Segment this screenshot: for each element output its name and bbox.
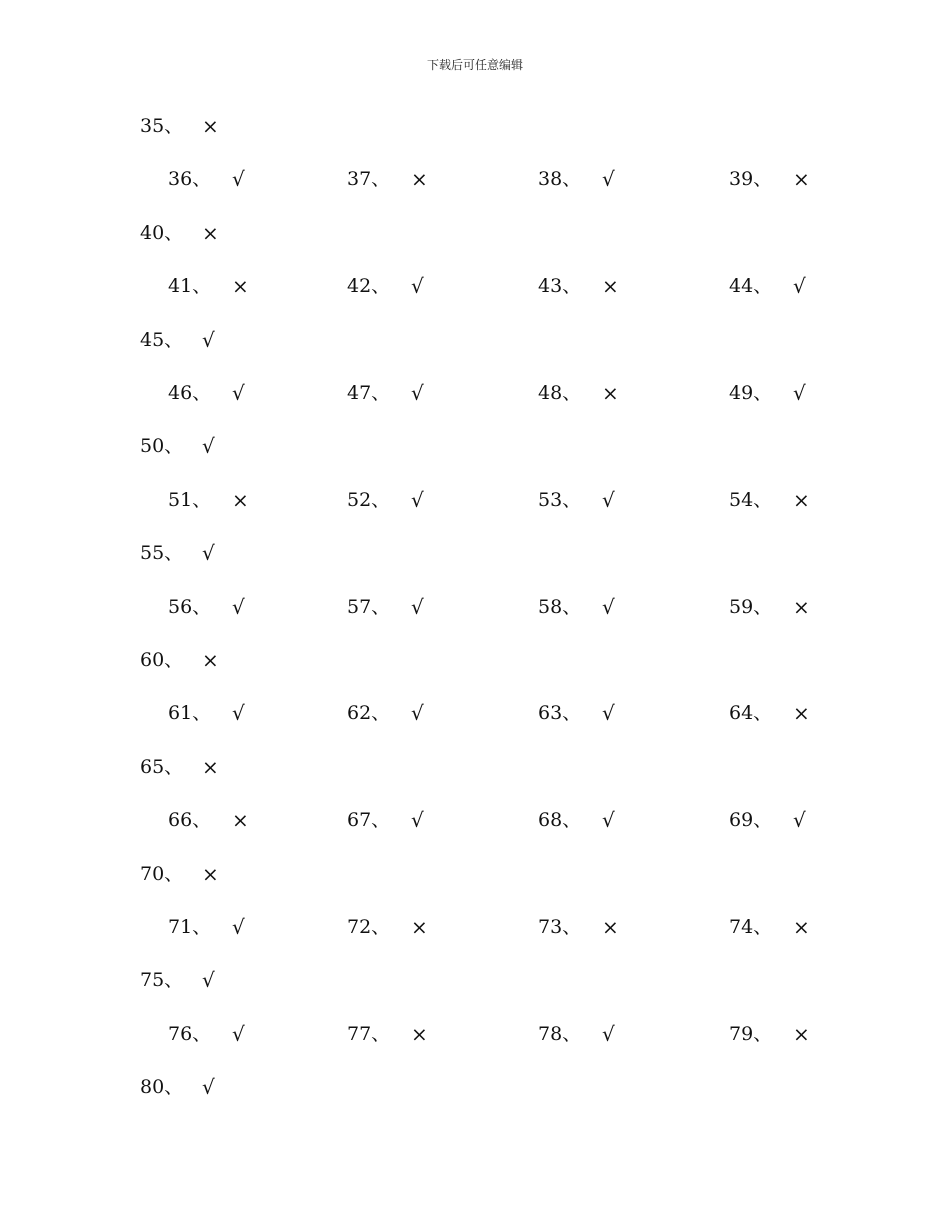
check-mark-icon: √ (232, 167, 245, 192)
answer-item (347, 594, 424, 619)
answer-item (168, 594, 245, 619)
answer-item (538, 701, 615, 726)
answer-item (140, 861, 219, 886)
answer-number: 70、 (140, 862, 184, 885)
answer-item (140, 648, 219, 672)
cross-mark-icon: × (793, 915, 810, 939)
check-mark-icon: √ (411, 594, 424, 619)
check-mark-icon: √ (602, 167, 615, 192)
cross-mark-icon: × (411, 167, 428, 192)
cross-mark-icon: × (793, 701, 810, 726)
answer-number: 42、 (347, 275, 391, 298)
cross-mark-icon: × (202, 861, 219, 886)
answer-item (538, 1021, 615, 1046)
answer-number: 74、 (729, 916, 773, 938)
answer-number: 63、 (538, 702, 582, 725)
answer-item (140, 968, 215, 993)
cross-mark-icon: × (202, 648, 219, 672)
cross-mark-icon: × (232, 274, 249, 299)
answer-number: 52、 (347, 488, 391, 511)
answer-item (347, 701, 424, 726)
page-header: 下载后可任意编辑 (426, 58, 523, 72)
answer-number: 65、 (140, 755, 184, 778)
cross-mark-icon: × (793, 167, 810, 192)
answer-item (140, 220, 219, 245)
answer-item (140, 541, 215, 566)
cross-mark-icon: × (232, 808, 249, 833)
check-mark-icon: √ (232, 381, 245, 405)
answer-number: 49、 (729, 382, 773, 404)
answer-item (538, 167, 615, 192)
cross-mark-icon: × (232, 487, 249, 512)
check-mark-icon: √ (232, 915, 245, 939)
cross-mark-icon: × (793, 594, 810, 619)
answer-number: 44、 (729, 275, 773, 298)
answer-number: 59、 (729, 595, 773, 618)
answer-number: 57、 (347, 595, 391, 618)
answer-number: 77、 (347, 1022, 391, 1045)
answer-item (347, 274, 424, 299)
check-mark-icon: √ (602, 1021, 615, 1046)
answer-number: 73、 (538, 916, 582, 938)
answer-item (729, 487, 810, 512)
answer-item (347, 487, 424, 512)
cross-mark-icon: × (202, 754, 219, 779)
answer-number: 43、 (538, 275, 582, 298)
check-mark-icon: √ (232, 594, 245, 619)
answer-item (347, 167, 428, 192)
answer-item (347, 381, 424, 405)
check-mark-icon: √ (793, 381, 806, 405)
answer-number: 54、 (729, 488, 773, 511)
answer-item (729, 167, 810, 192)
answer-number: 45、 (140, 328, 184, 351)
answer-item (347, 915, 428, 939)
answer-item (538, 381, 619, 405)
answer-item (140, 114, 219, 138)
answer-number: 50、 (140, 435, 184, 458)
cross-mark-icon: × (602, 915, 619, 939)
check-mark-icon: √ (202, 434, 215, 459)
cross-mark-icon: × (202, 114, 219, 138)
answer-number: 47、 (347, 382, 391, 404)
answer-number: 36、 (168, 168, 212, 191)
answer-number: 76、 (168, 1022, 212, 1045)
check-mark-icon: √ (602, 701, 615, 726)
answer-item (140, 754, 219, 779)
answer-number: 72、 (347, 916, 391, 938)
answer-item (347, 808, 424, 833)
answer-item (538, 594, 615, 619)
check-mark-icon: √ (602, 594, 615, 619)
answer-item (140, 1075, 215, 1100)
answer-item (729, 594, 810, 619)
answer-number: 41、 (168, 275, 212, 298)
answer-item (729, 701, 810, 726)
check-mark-icon: √ (232, 1021, 245, 1046)
answer-item (347, 1021, 428, 1046)
answer-number: 35、 (140, 115, 184, 137)
answer-number: 60、 (140, 649, 184, 671)
check-mark-icon: √ (793, 808, 806, 833)
answer-item (168, 915, 245, 939)
answer-number: 80、 (140, 1076, 184, 1099)
answer-item (140, 327, 215, 352)
answer-item (168, 808, 249, 833)
check-mark-icon: √ (411, 808, 424, 833)
cross-mark-icon: × (411, 915, 428, 939)
answer-item (729, 915, 810, 939)
answer-number: 55、 (140, 542, 184, 565)
answer-number: 79、 (729, 1022, 773, 1045)
answer-item (729, 808, 806, 833)
answer-number: 78、 (538, 1022, 582, 1045)
check-mark-icon: √ (793, 274, 806, 299)
check-mark-icon: √ (411, 701, 424, 726)
answer-item (538, 274, 619, 299)
answer-item (168, 381, 245, 405)
check-mark-icon: √ (411, 487, 424, 512)
answer-number: 71、 (168, 916, 212, 938)
check-mark-icon: √ (411, 274, 424, 299)
cross-mark-icon: × (411, 1021, 428, 1046)
check-mark-icon: √ (602, 808, 615, 833)
answer-number: 56、 (168, 595, 212, 618)
check-mark-icon: √ (411, 381, 424, 405)
answer-item (168, 274, 249, 299)
check-mark-icon: √ (602, 487, 615, 512)
answer-number: 69、 (729, 809, 773, 832)
answer-number: 64、 (729, 702, 773, 725)
answer-item (538, 808, 615, 833)
answer-item (140, 434, 215, 459)
cross-mark-icon: × (202, 220, 219, 245)
answer-item (538, 487, 615, 512)
answer-number: 66、 (168, 809, 212, 832)
answer-item (729, 381, 806, 405)
cross-mark-icon: × (793, 487, 810, 512)
answer-item (168, 167, 245, 192)
answer-number: 68、 (538, 809, 582, 832)
answer-item (168, 701, 245, 726)
check-mark-icon: √ (202, 968, 215, 993)
answer-number: 75、 (140, 969, 184, 992)
answer-item (729, 274, 806, 299)
answer-item (729, 1021, 810, 1046)
answer-number: 37、 (347, 168, 391, 191)
answer-item (168, 1021, 245, 1046)
answer-number: 48、 (538, 382, 582, 404)
cross-mark-icon: × (602, 274, 619, 299)
answer-item (168, 487, 249, 512)
answer-number: 40、 (140, 221, 184, 244)
answer-number: 51、 (168, 488, 212, 511)
answer-number: 61、 (168, 702, 212, 725)
cross-mark-icon: × (793, 1021, 810, 1046)
answer-item (538, 915, 619, 939)
answer-number: 58、 (538, 595, 582, 618)
answer-number: 38、 (538, 168, 582, 191)
cross-mark-icon: × (602, 381, 619, 405)
answer-number: 62、 (347, 702, 391, 725)
answer-number: 46、 (168, 382, 212, 404)
check-mark-icon: √ (202, 1075, 215, 1100)
check-mark-icon: √ (202, 541, 215, 566)
answer-number: 39、 (729, 168, 773, 191)
answer-number: 53、 (538, 488, 582, 511)
check-mark-icon: √ (232, 701, 245, 726)
check-mark-icon: √ (202, 327, 215, 352)
answer-number: 67、 (347, 809, 391, 832)
